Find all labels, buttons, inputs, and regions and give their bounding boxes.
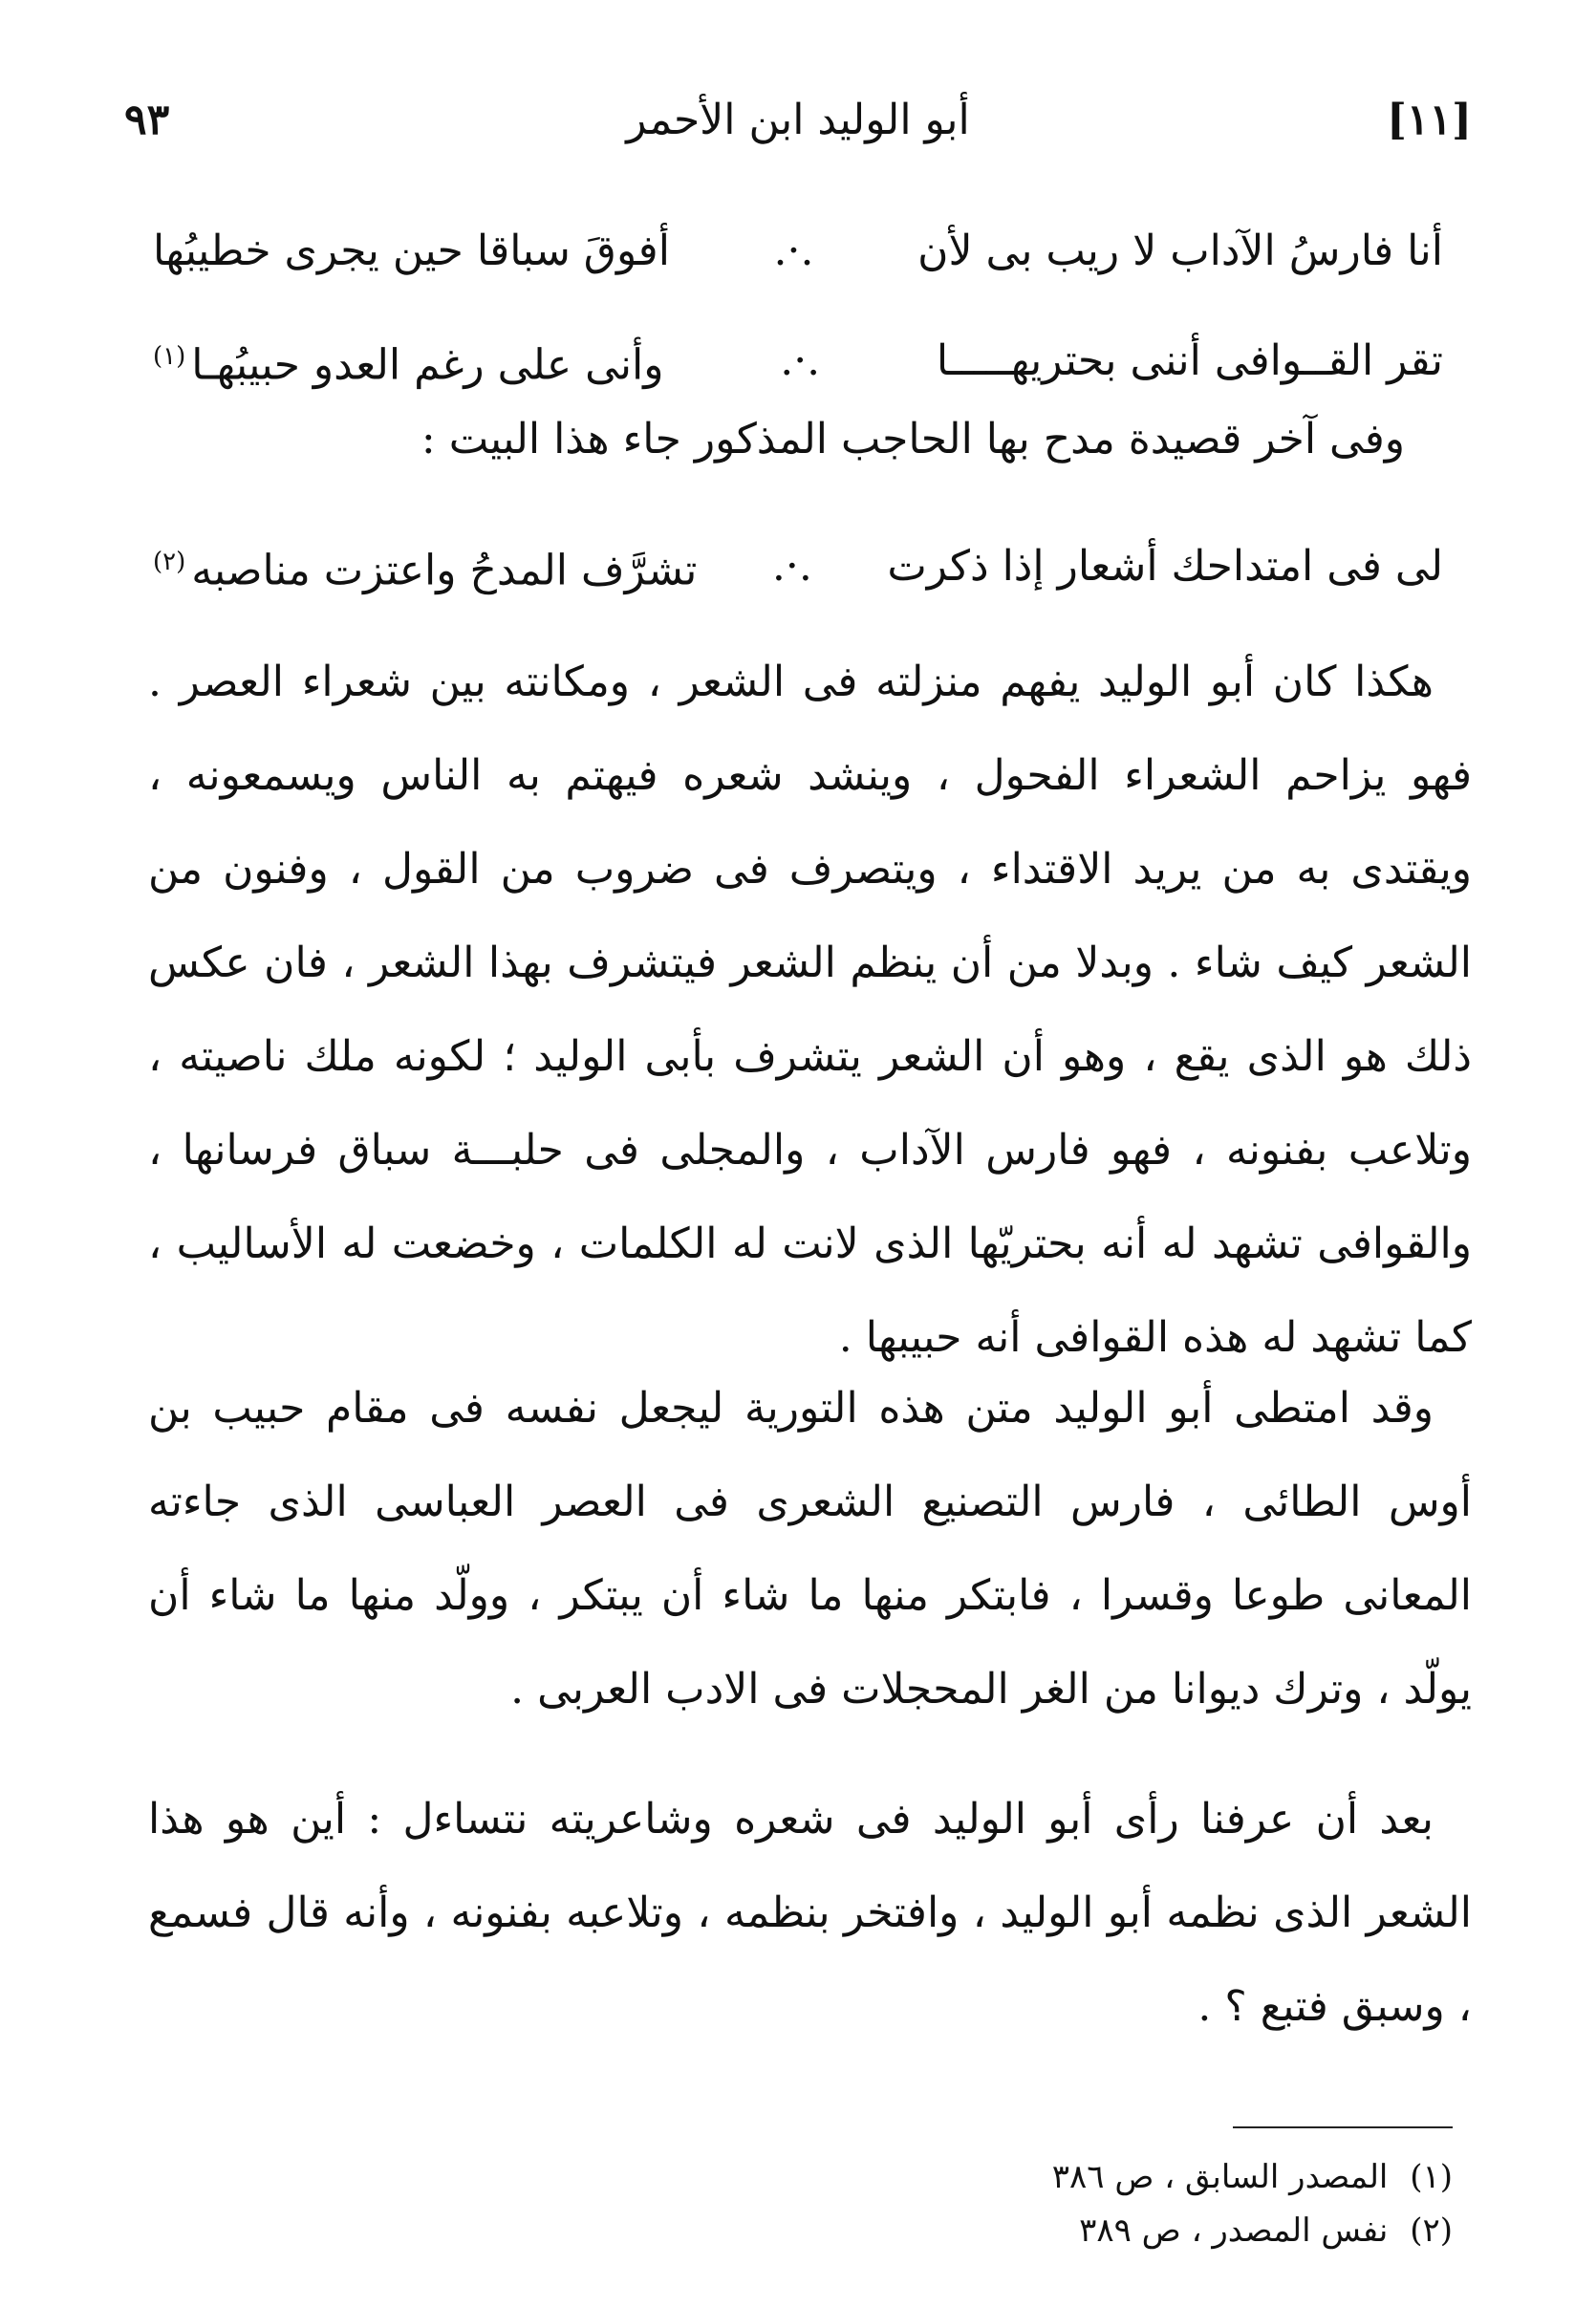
verse-hemistich-second: تشرَّف المدحُ واعتزت مناصبه$^{(٢)}$: [153, 546, 698, 595]
footnote-text: المصدر السابق ، ص ٣٨٦: [1051, 2158, 1389, 2196]
footnote-number: (٢): [1410, 2211, 1453, 2250]
footnote: [860, 2150, 1453, 2204]
verse-separator: .·.: [773, 226, 814, 275]
footnote-divider: [1233, 2126, 1453, 2128]
footnotes: [860, 2150, 1453, 2257]
verse-line: [153, 196, 1443, 306]
intro-line: وفى آخر قصيدة مدح بها الحاجب المذكور جاء هذا البيت :: [421, 415, 1405, 464]
footnote-number: (١): [1410, 2158, 1453, 2196]
verse-hemistich-first: لى فى امتداحك أشعار إذا ذكرت: [887, 542, 1443, 591]
verse-line: [153, 306, 1443, 416]
verse-hemistich-second: وأنى على رغم العدو حبيبُهـا$^{(١)}$: [153, 340, 664, 390]
section-number: [١١]: [1387, 96, 1472, 144]
page-number: ٩٣: [124, 96, 170, 144]
verse-hemistich-first: تقر القــوافى أننى بحتريهـــــا: [936, 336, 1443, 385]
running-title: أبو الوليد ابن الأحمر: [626, 96, 970, 144]
verse-block-2: [153, 511, 1443, 621]
body-paragraph: هكذا كان أبو الوليد يفهم منزلته فى الشعر ، ومكانته بين شعراء العصر . فهو يزاحم الشعراء الفحول ، وينشد شعره فيهتم به الناس ويسمعونه ، ويقتدى به من يريد الاقتداء ، ويتصرف فى ضروب من القول ، وفنون من الشعر كيف شاء . وبدلا من أن ينظم الشعر فيتشرف بهذا الشعر ، فان عكس ذلك هو الذى يقع ، وهو أن الشعر يتشرف بأبى الوليد ؛ لكونه ملك ناصيته ، وتلاعب بفنونه ، فهو فارس الآداب ، والمجلى فى حلبـــة سباق فرسانها ، والقوافى تشهد له أنه بحتريّها الذى لانت له الكلمات ، وخضعت له الأساليب ، كما تشهد له هذه القوافى أنه حبيبها .: [148, 658, 1472, 1362]
verse-line: [153, 511, 1443, 621]
body-paragraph: بعد أن عرفنا رأى أبو الوليد فى شعره وشاعريته نتساءل : أين هو هذا الشعر الذى نظمه أبو الوليد ، وافتخر بنظمه ، وتلاعبه بفنونه ، وأنه قال فسمع ، وسبق فتبع ؟ .: [148, 1795, 1472, 2031]
footnote-ref: (٢): [153, 547, 186, 576]
footnote-text: نفس المصدر ، ص ٣٨٩: [1079, 2211, 1389, 2250]
verse-block: [153, 196, 1443, 416]
verse-separator: .·.: [780, 336, 821, 385]
verse-hemistich-second: أفوقَ سباقا حين يجرى خطيبُها: [153, 226, 670, 275]
footnote-ref: (١): [153, 341, 186, 371]
verse-hemistich-first: أنا فارسُ الآداب لا ريب بى لأن: [917, 226, 1443, 275]
verse-separator: .·.: [771, 542, 812, 591]
body-paragraph: وقد امتطى أبو الوليد متن هذه التورية ليجعل نفسه فى مقام حبيب بن أوس الطائى ، فارس التصنيع الشعرى فى العصر العباسى الذى جاءته المعانى طوعا وقسرا ، فابتكر منها ما شاء أن يبتكر ، وولّد منها ما شاء أن يولّد ، وترك ديوانا من الغر المحجلات فى الادب العربى .: [148, 1384, 1472, 1714]
footnote: [860, 2204, 1453, 2257]
page-header: [124, 96, 1472, 153]
